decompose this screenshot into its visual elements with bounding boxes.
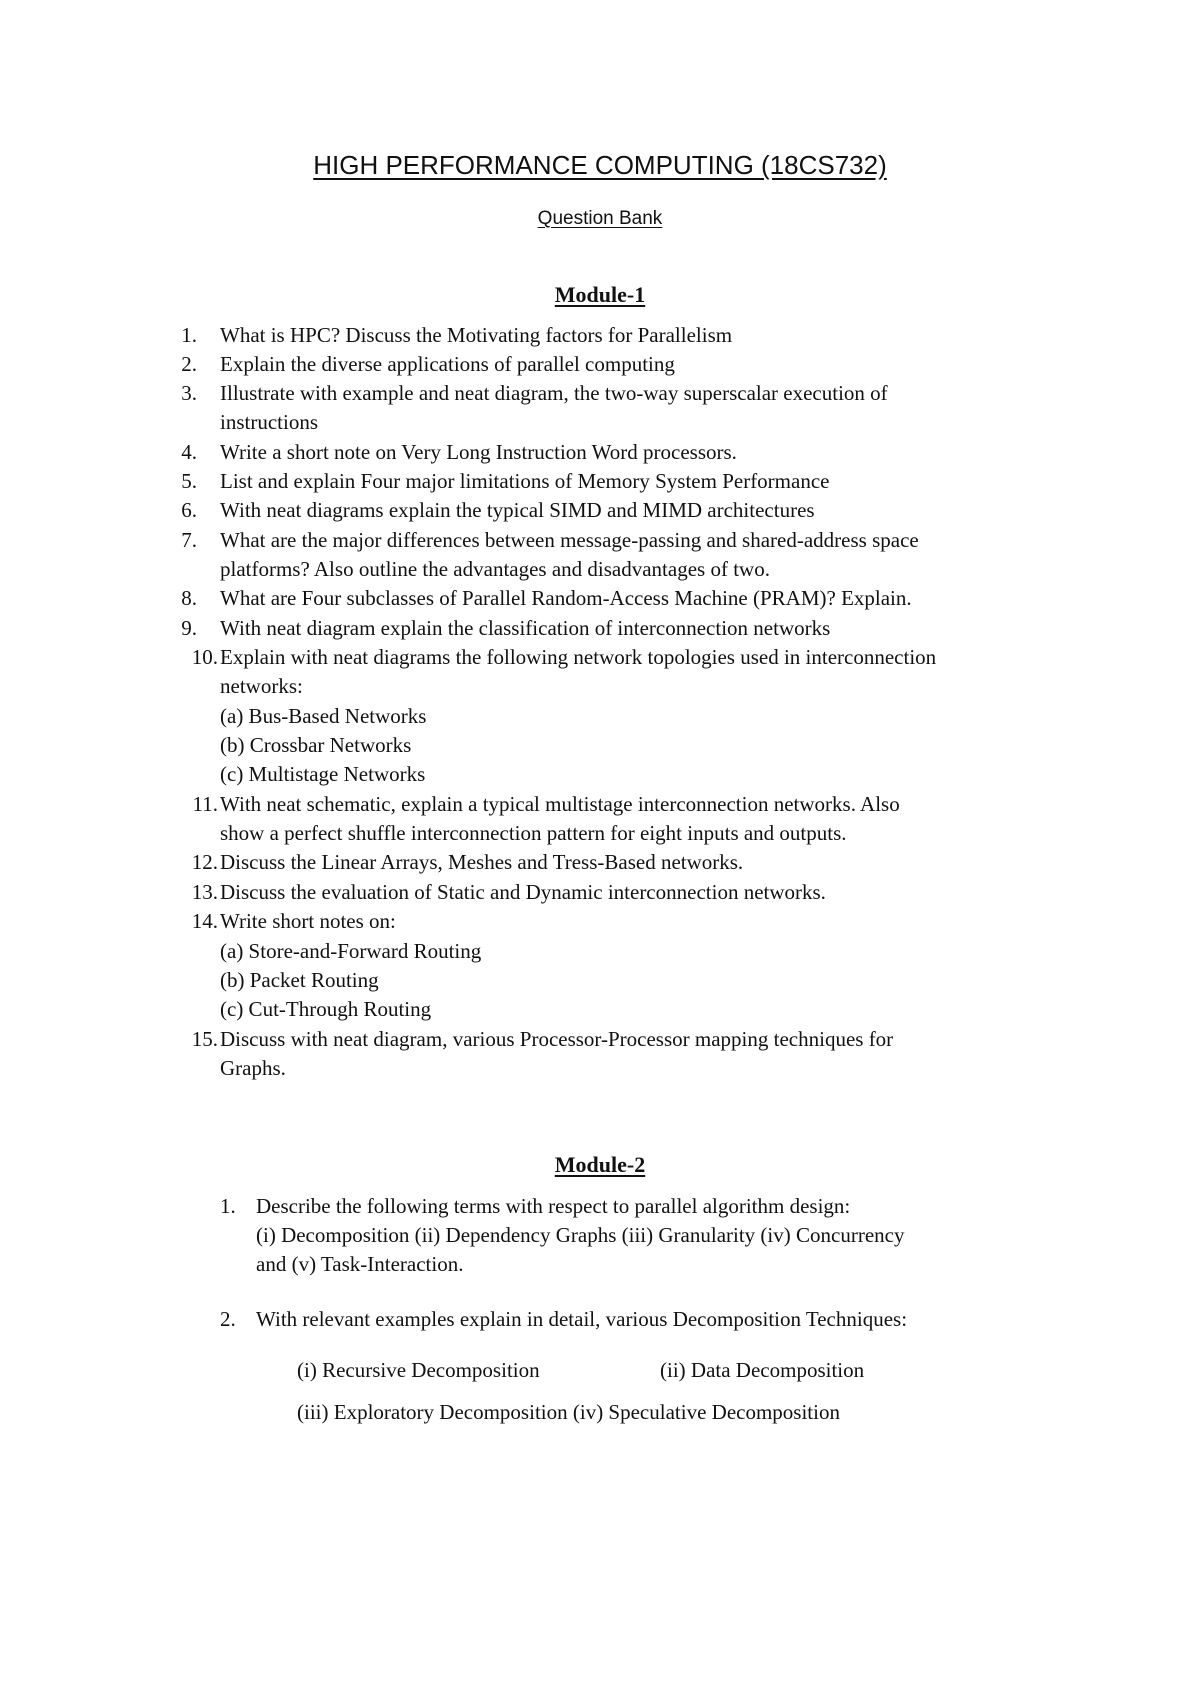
question-text: platforms? Also outline the advantages and disadvantages of two. bbox=[220, 557, 770, 581]
question-text: (i) Decomposition (ii) Dependency Graphs (iii) Granularity (iv) Concurrency bbox=[256, 1223, 905, 1247]
question-text: show a perfect shuffle interconnection pattern for eight inputs and outputs. bbox=[220, 821, 847, 845]
question-number: 3. bbox=[181, 381, 197, 405]
question-number: 9. bbox=[181, 616, 197, 640]
sub-item: (a) Bus-Based Networks bbox=[220, 704, 427, 728]
question-text: What is HPC? Discuss the Motivating factors for Parallelism bbox=[220, 323, 733, 347]
question-number: 5. bbox=[181, 469, 197, 493]
question-number: 2. bbox=[220, 1307, 236, 1331]
question-number: 7. bbox=[181, 528, 197, 552]
question-text: What are Four subclasses of Parallel Random-Access Machine (PRAM)? Explain. bbox=[220, 586, 912, 610]
question-text: Explain the diverse applications of parallel computing bbox=[220, 352, 675, 376]
question-text: List and explain Four major limitations of Memory System Performance bbox=[220, 469, 830, 493]
question-number: 15. bbox=[191, 1027, 218, 1051]
question-text: With neat diagrams explain the typical SIMD and MIMD architectures bbox=[220, 498, 815, 522]
question-text: With neat schematic, explain a typical multistage interconnection networks. Also bbox=[220, 792, 900, 816]
question-text: Illustrate with example and neat diagram, the two-way superscalar execution of bbox=[220, 381, 888, 405]
question-number: 14. bbox=[191, 909, 218, 933]
sub-item: (c) Cut-Through Routing bbox=[220, 997, 432, 1021]
question-text: Graphs. bbox=[220, 1056, 286, 1080]
question-number: 2. bbox=[181, 352, 197, 376]
sub-item: (ii) Data Decomposition bbox=[660, 1358, 865, 1382]
question-number: 13. bbox=[191, 880, 218, 904]
question-text: Describe the following terms with respect to parallel algorithm design: bbox=[256, 1194, 851, 1218]
question-number: 10. bbox=[191, 645, 218, 669]
question-text: Discuss the evaluation of Static and Dynamic interconnection networks. bbox=[220, 880, 826, 904]
sub-item: (b) Crossbar Networks bbox=[220, 733, 412, 757]
question-number: 1. bbox=[181, 323, 197, 347]
question-text: With relevant examples explain in detail, various Decomposition Techniques: bbox=[256, 1307, 908, 1331]
question-text: Discuss with neat diagram, various Processor-Processor mapping techniques for bbox=[220, 1027, 894, 1051]
document-subtitle: Question Bank bbox=[537, 208, 663, 229]
question-number: 8. bbox=[181, 586, 197, 610]
question-text: Write short notes on: bbox=[220, 909, 396, 933]
document-title: HIGH PERFORMANCE COMPUTING (18CS732) bbox=[313, 150, 887, 180]
question-number: 6. bbox=[181, 498, 197, 522]
sub-item: (i) Recursive Decomposition bbox=[297, 1358, 540, 1382]
question-number: 1. bbox=[220, 1194, 236, 1218]
module-2-heading: Module-2 bbox=[554, 1152, 646, 1177]
module-1-heading: Module-1 bbox=[554, 282, 646, 307]
question-text: and (v) Task-Interaction. bbox=[256, 1252, 464, 1276]
question-number: 11. bbox=[192, 792, 218, 816]
question-text: instructions bbox=[220, 410, 318, 434]
question-text: networks: bbox=[220, 674, 303, 698]
question-number: 12. bbox=[191, 850, 218, 874]
question-text: Explain with neat diagrams the following network topologies used in interconnection bbox=[220, 645, 937, 669]
question-number: 4. bbox=[181, 440, 197, 464]
sub-item: (a) Store-and-Forward Routing bbox=[220, 939, 482, 963]
question-text: What are the major differences between message-passing and shared-address space bbox=[220, 528, 919, 552]
question-text: Write a short note on Very Long Instruction Word processors. bbox=[220, 440, 737, 464]
sub-item: (iii) Exploratory Decomposition (iv) Speculative Decomposition bbox=[297, 1400, 840, 1424]
question-text: Discuss the Linear Arrays, Meshes and Tress-Based networks. bbox=[220, 850, 744, 874]
sub-item: (c) Multistage Networks bbox=[220, 762, 426, 786]
sub-item: (b) Packet Routing bbox=[220, 968, 379, 992]
question-text: With neat diagram explain the classification of interconnection networks bbox=[220, 616, 831, 640]
